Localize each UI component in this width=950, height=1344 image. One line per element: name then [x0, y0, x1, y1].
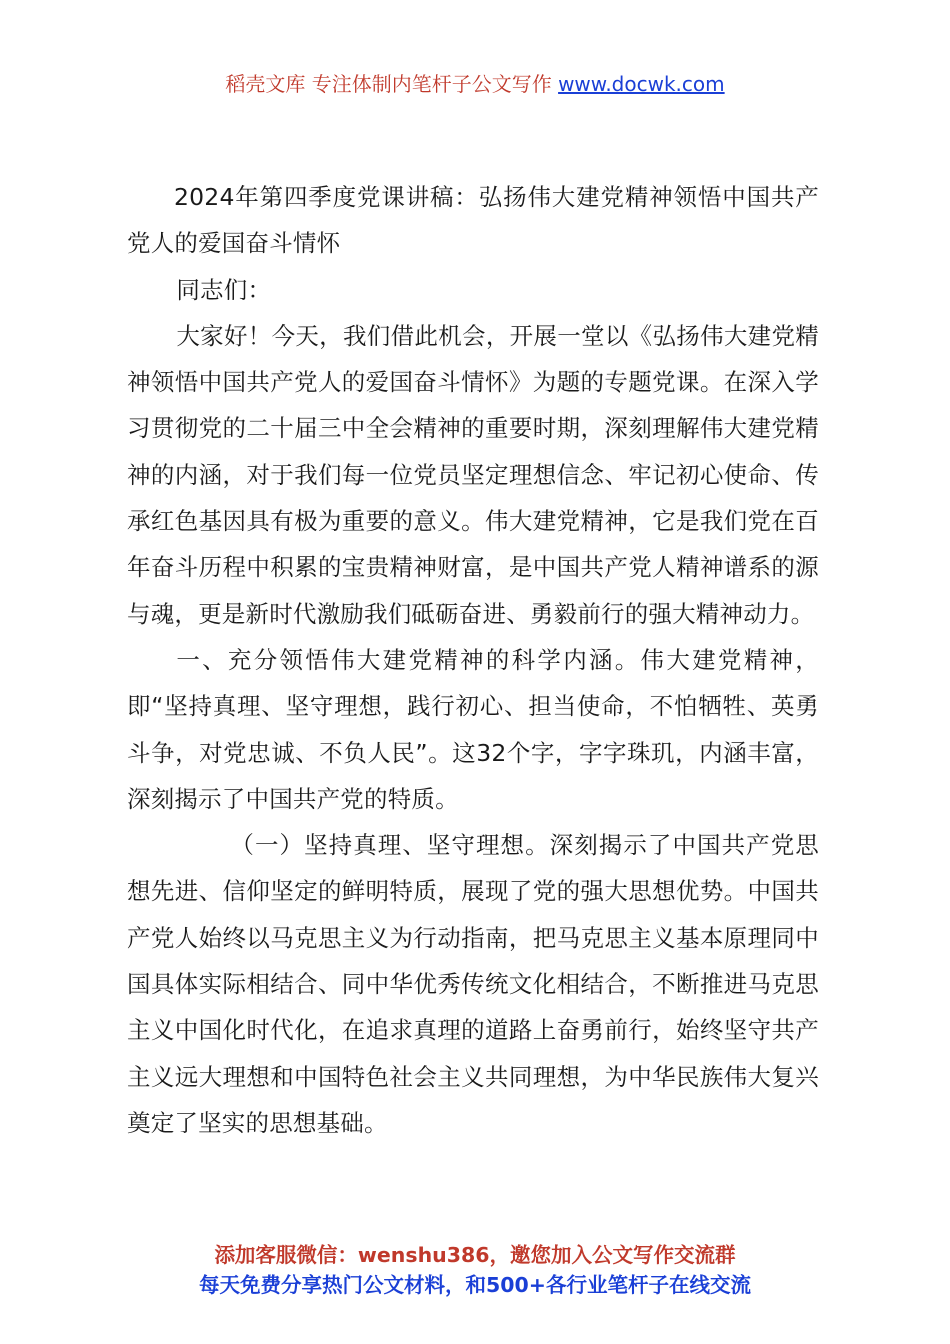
header-text: 稻壳文库 专注体制内笔杆子公文写作 — [225, 72, 559, 96]
document-title: 2024年第四季度党课讲稿：弘扬伟大建党精神领悟中国共产党人的爱国奋斗情怀 — [127, 183, 819, 258]
salutation: 同志们： — [176, 275, 272, 304]
footer-wechat-line: 添加客服微信：wenshu386，邀您加入公文写作交流群 — [214, 1243, 736, 1267]
page-footer — [0, 1240, 950, 1300]
subsection-1-paragraph: （一）坚持真理、坚守理想。深刻揭示了中国共产党思想先进、信仰坚定的鲜明特质，展现了党的强大思想优势。中国共产党人始终以马克思主义为行动指南，把马克思主义基本原理同中国具体实际相结合、同中华优秀传统文化相结合，不断推进马克思主义中国化时代化，在追求真理的道路上奋勇前行，始终坚守共产主义远大理想和中国特色社会主义共同理想，为中华民族伟大复兴奠定了坚实的思想基础。 — [127, 831, 819, 1137]
section-1-paragraph: 一、充分领悟伟大建党精神的科学内涵。伟大建党精神，即“坚持真理、坚守理想，践行初心、担当使命，不怕牺牲、英勇斗争，对党忠诚、不负人民”。这32个字，字字珠玑，内涵丰富，深刻揭示了中国共产党的特质。 — [127, 645, 819, 813]
website-link[interactable]: www.docwk.com — [558, 72, 725, 96]
footer-share-line: 每天免费分享热门公文材料，和500+各行业笔杆子在线交流 — [199, 1273, 751, 1297]
page-header — [0, 70, 950, 98]
intro-paragraph: 大家好！今天，我们借此机会，开展一堂以《弘扬伟大建党精神领悟中国共产党人的爱国奋斗情怀》为题的专题党课。在深入学习贯彻党的二十届三中全会精神的重要时期，深刻理解伟大建党精神的内涵，对于我们每一位党员坚定理想信念、牢记初心使命、传承红色基因具有极为重要的意义。伟大建党精神，它是我们党在百年奋斗历程中积累的宝贵精神财富，是中国共产党人精神谱系的源与魂，更是新时代激励我们砥砺奋进、勇毅前行的强大精神动力。 — [127, 321, 819, 628]
document-body — [127, 174, 819, 1146]
